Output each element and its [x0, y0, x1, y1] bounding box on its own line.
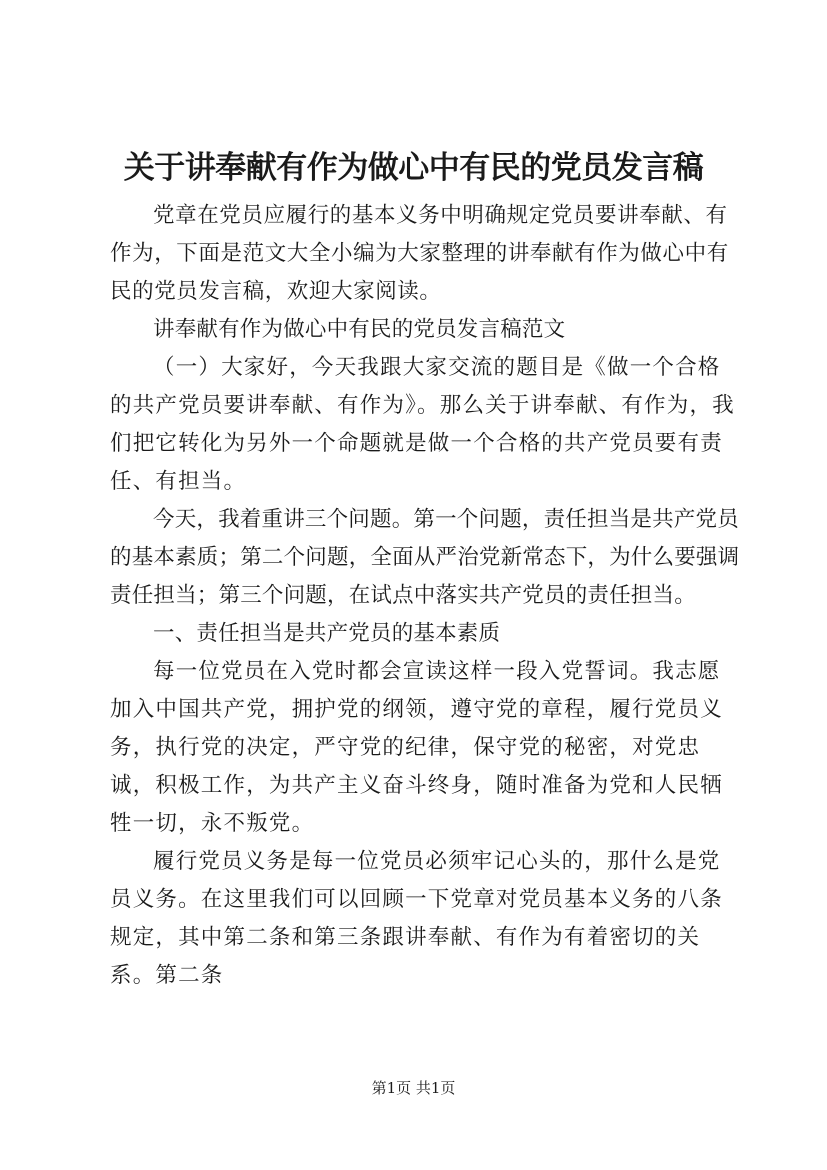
document-title: 关于讲奉献有作为做心中有民的党员发言稿 — [123, 150, 704, 186]
paragraph-oath: 每一位党员在入党时都会宣读这样一段入党誓词。我志愿加入中国共产党，拥护党的纲领，遵守党的章程，履行党员义务，执行党的决定，严守党的纪律，保守党的秘密，对党忠诚，积极工作，为共产主义奋斗终身，随时准备为党和人民牺牲一切，永不叛党。 — [110, 659, 723, 836]
page-footer: 第1页 共1页 — [371, 1079, 456, 1097]
paragraph-subtitle: 讲奉献有作为做心中有民的党员发言稿范文 — [153, 317, 566, 342]
paragraph-intro: 党章在党员应履行的基本义务中明确规定党员要讲奉献、有作为，下面是范文大全小编为大家整理的讲奉献有作为做心中有民的党员发言稿，欢迎大家阅读。 — [110, 203, 729, 304]
paragraph-three-questions: 今天，我着重讲三个问题。第一个问题，责任担当是共产党员的基本素质；第二个问题，全面从严治党新常态下，为什么要强调责任担当；第三个问题，在试点中落实共产党员的责任担当。 — [110, 507, 740, 608]
paragraph-duties: 履行党员义务是每一位党员必须牢记心头的，那什么是党员义务。在这里我们可以回顾一下党章对党员基本义务的八条规定，其中第二条和第三条跟讲奉献、有作为有着密切的关系。第二条 — [110, 849, 723, 988]
document-body — [110, 197, 740, 995]
section-heading-1: 一、责任担当是共产党员的基本素质 — [153, 621, 501, 646]
paragraph-opening: （一）大家好，今天我跟大家交流的题目是《做一个合格的共产党员要讲奉献、有作为》。那么关于讲奉献、有作为，我们把它转化为另外一个命题就是做一个合格的共产党员要有责任、有担当。 — [110, 355, 735, 494]
